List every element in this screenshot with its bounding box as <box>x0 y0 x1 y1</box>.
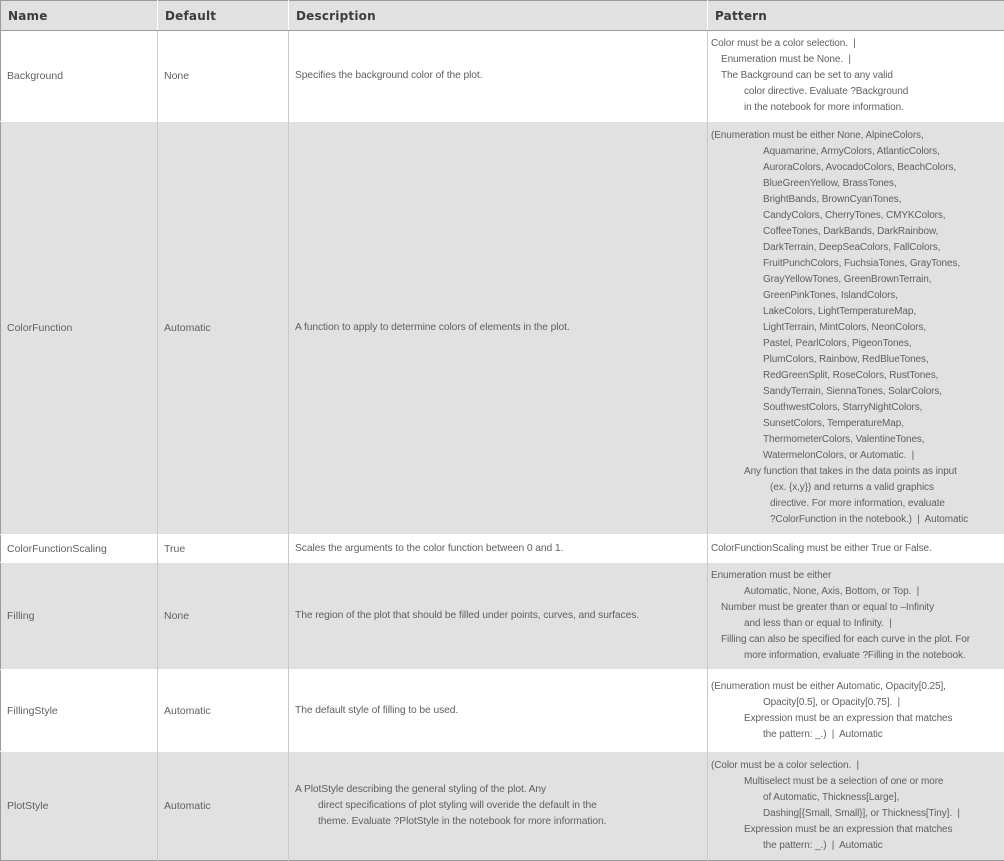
option-name: PlotStyle <box>7 798 155 814</box>
table-row <box>1 535 1004 563</box>
cell-pattern <box>708 670 1004 752</box>
table-row <box>1 563 1004 670</box>
pattern-line: Automatic, None, Axis, Bottom, or Top. | <box>744 584 1002 600</box>
cell-default-value <box>158 752 289 861</box>
cell-description <box>289 535 708 563</box>
description-line: A function to apply to determine colors of elements in the plot. <box>295 320 705 336</box>
description-line: Specifies the background color of the plot. <box>295 68 705 84</box>
pattern-line: LakeColors, LightTemperatureMap, <box>763 304 1002 320</box>
pattern-line: GreenPinkTones, IslandColors, <box>763 288 1002 304</box>
cell-option-name <box>1 563 158 670</box>
cell-default-value <box>158 535 289 563</box>
cell-pattern <box>708 535 1004 563</box>
pattern-line: Multiselect must be a selection of one or more <box>744 774 1002 790</box>
pattern-line: AuroraColors, AvocadoColors, BeachColors, <box>763 160 1002 176</box>
option-name: Background <box>7 68 155 84</box>
cell-option-name <box>1 122 158 535</box>
pattern-line: BrightBands, BrownCyanTones, <box>763 192 1002 208</box>
cell-description <box>289 752 708 861</box>
cell-option-name <box>1 535 158 563</box>
description-line: theme. Evaluate ?PlotStyle in the notebook for more information. <box>318 814 705 830</box>
pattern-line: PlumColors, Rainbow, RedBlueTones, <box>763 352 1002 368</box>
table-row <box>1 31 1004 122</box>
table-body <box>1 31 1004 861</box>
cell-description <box>289 31 708 122</box>
cell-option-name <box>1 752 158 861</box>
cell-default-value <box>158 122 289 535</box>
pattern-line: LightTerrain, MintColors, NeonColors, <box>763 320 1002 336</box>
cell-pattern <box>708 563 1004 670</box>
pattern-line: (Color must be a color selection. | <box>711 758 1002 774</box>
default-value: True <box>164 541 286 557</box>
pattern-line: BlueGreenYellow, BrassTones, <box>763 176 1002 192</box>
pattern-line: the pattern: _.) | Automatic <box>763 727 1002 743</box>
cell-description <box>289 122 708 535</box>
description-line: The region of the plot that should be filled under points, curves, and surfaces. <box>295 608 705 624</box>
column-header-name: Name <box>1 1 158 31</box>
column-header-default: Default <box>158 1 289 31</box>
pattern-line: SunsetColors, TemperatureMap, <box>763 416 1002 432</box>
cell-default-value <box>158 31 289 122</box>
pattern-line: (Enumeration must be either None, AlpineColors, <box>711 128 1002 144</box>
pattern-line: (Enumeration must be either Automatic, Opacity[0.25], <box>711 679 1002 695</box>
pattern-line: Dashing[{Small, Small}], or Thickness[Tiny]. | <box>763 806 1002 822</box>
default-value: Automatic <box>164 320 286 336</box>
cell-pattern <box>708 122 1004 535</box>
cell-option-name <box>1 31 158 122</box>
pattern-line: of Automatic, Thickness[Large], <box>763 790 1002 806</box>
table-row <box>1 752 1004 861</box>
pattern-line: ?ColorFunction in the notebook.) | Automatic <box>770 512 1002 528</box>
pattern-line: CoffeeTones, DarkBands, DarkRainbow, <box>763 224 1002 240</box>
pattern-line: ColorFunctionScaling must be either True or False. <box>711 541 1002 557</box>
option-name: ColorFunction <box>7 320 155 336</box>
table-row <box>1 670 1004 752</box>
pattern-line: Expression must be an expression that matches <box>744 711 1002 727</box>
table-row <box>1 122 1004 535</box>
pattern-line: and less than or equal to Infinity. | <box>744 616 1002 632</box>
pattern-line: RedGreenSplit, RoseColors, RustTones, <box>763 368 1002 384</box>
pattern-line: WatermelonColors, or Automatic. | <box>763 448 1002 464</box>
pattern-line: more information, evaluate ?Filling in the notebook. <box>744 648 1002 664</box>
cell-pattern <box>708 31 1004 122</box>
cell-description <box>289 670 708 752</box>
pattern-line: Opacity[0.5], or Opacity[0.75]. | <box>763 695 1002 711</box>
pattern-line: SandyTerrain, SiennaTones, SolarColors, <box>763 384 1002 400</box>
pattern-line: Enumeration must be None. | <box>721 52 1002 68</box>
default-value: None <box>164 608 286 624</box>
pattern-line: GrayYellowTones, GreenBrownTerrain, <box>763 272 1002 288</box>
option-name: ColorFunctionScaling <box>7 541 155 557</box>
pattern-line: Any function that takes in the data points as input <box>744 464 1002 480</box>
pattern-line: The Background can be set to any valid <box>721 68 1002 84</box>
description-line: A PlotStyle describing the general styling of the plot. Any <box>295 782 705 798</box>
pattern-line: the pattern: _.) | Automatic <box>763 838 1002 854</box>
option-name: Filling <box>7 608 155 624</box>
header-row <box>1 1 1004 31</box>
default-value: None <box>164 68 286 84</box>
pattern-line: FruitPunchColors, FuchsiaTones, GrayTones, <box>763 256 1002 272</box>
pattern-line: Enumeration must be either <box>711 568 1002 584</box>
cell-default-value <box>158 670 289 752</box>
cell-default-value <box>158 563 289 670</box>
pattern-line: (ex. {x,y}) and returns a valid graphics <box>770 480 1002 496</box>
pattern-line: Filling can also be specified for each curve in the plot. For <box>721 632 1002 648</box>
cell-pattern <box>708 752 1004 861</box>
pattern-line: Expression must be an expression that matches <box>744 822 1002 838</box>
option-name: FillingStyle <box>7 703 155 719</box>
pattern-line: directive. For more information, evaluate <box>770 496 1002 512</box>
pattern-line: SouthwestColors, StarryNightColors, <box>763 400 1002 416</box>
cell-description <box>289 563 708 670</box>
pattern-line: color directive. Evaluate ?Background <box>744 84 1002 100</box>
pattern-line: Pastel, PearlColors, PigeonTones, <box>763 336 1002 352</box>
column-header-pattern: Pattern <box>708 1 1004 31</box>
pattern-line: Number must be greater than or equal to –Infinity <box>721 600 1002 616</box>
default-value: Automatic <box>164 703 286 719</box>
pattern-line: in the notebook for more information. <box>744 100 1002 116</box>
cell-option-name <box>1 670 158 752</box>
pattern-line: ThermometerColors, ValentineTones, <box>763 432 1002 448</box>
default-value: Automatic <box>164 798 286 814</box>
pattern-line: Aquamarine, ArmyColors, AtlanticColors, <box>763 144 1002 160</box>
column-header-description: Description <box>289 1 708 31</box>
description-line: The default style of filling to be used. <box>295 703 705 719</box>
pattern-line: Color must be a color selection. | <box>711 36 1002 52</box>
description-line: direct specifications of plot styling will overide the default in the <box>318 798 705 814</box>
pattern-line: DarkTerrain, DeepSeaColors, FallColors, <box>763 240 1002 256</box>
pattern-line: CandyColors, CherryTones, CMYKColors, <box>763 208 1002 224</box>
description-line: Scales the arguments to the color function between 0 and 1. <box>295 541 705 557</box>
